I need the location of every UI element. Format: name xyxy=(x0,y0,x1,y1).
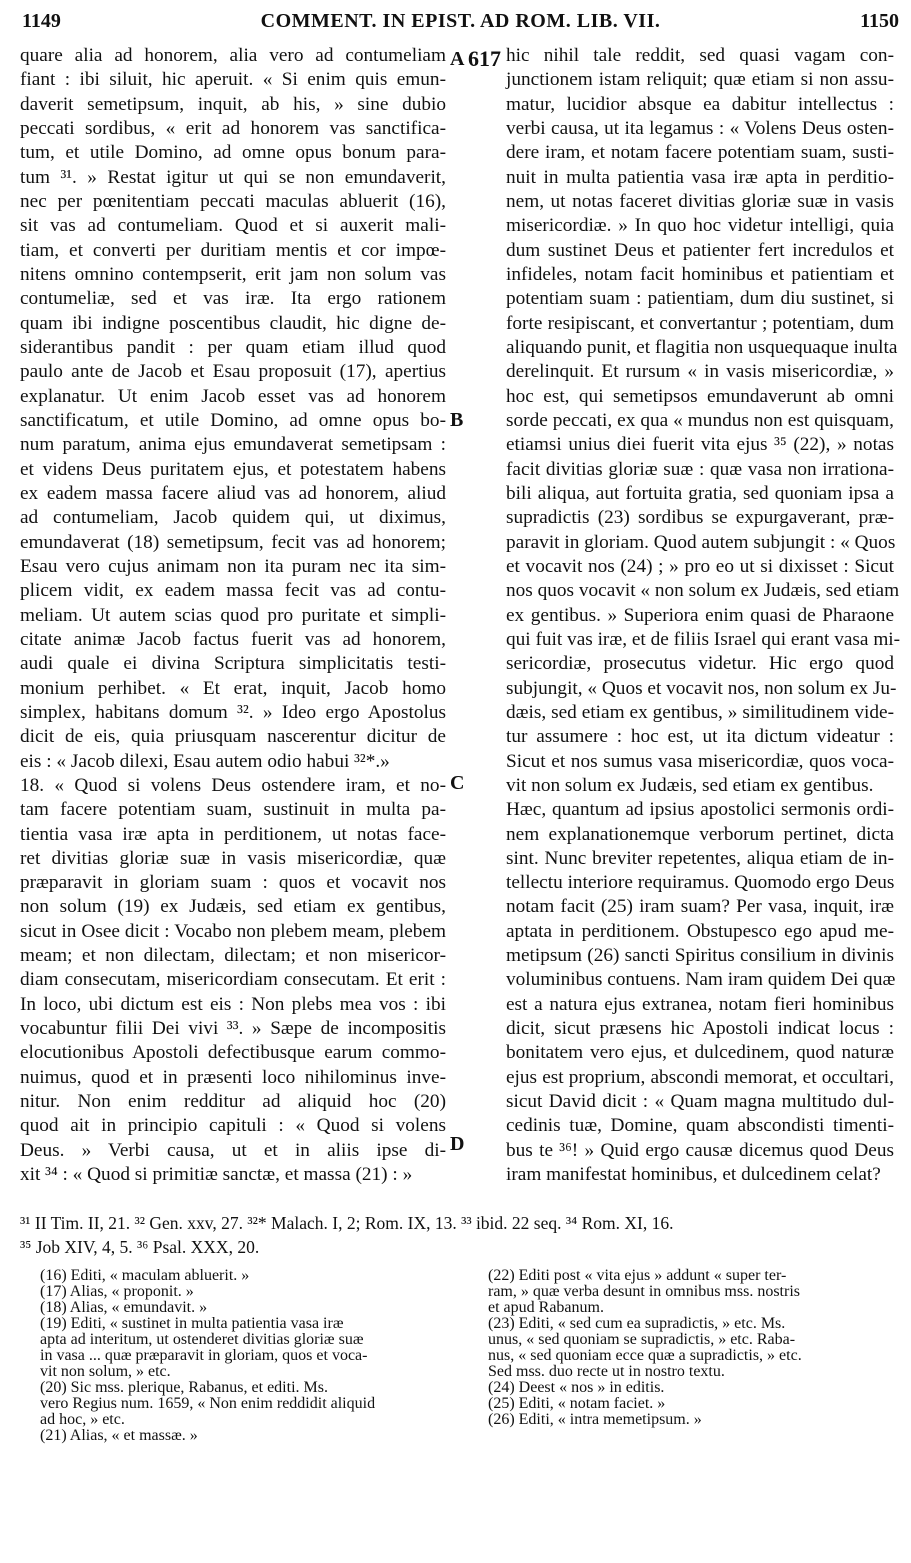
text-line: vocabuntur filii Dei vivi ³³. » Sæpe de incompositis xyxy=(20,1018,446,1040)
scripture-reference-line: ³⁵ Job XIV, 4, 5. ³⁶ Psal. XXX, 20. xyxy=(20,1237,260,1258)
text-line: hic nihil tale reddit, sed quasi vagam con- xyxy=(506,45,894,66)
text-line: sint. Nunc breviter repetentes, aliqua etiam de in- xyxy=(506,847,894,869)
text-line: forte resipiscant, et convertantur ; potentiam, dum xyxy=(506,312,894,334)
text-line: ad contumeliam, Jacob quidem qui, ut diximus, xyxy=(20,507,446,529)
text-line: qui fuit vas iræ, et de filiis Israel qui erant vasa mi- xyxy=(506,628,901,650)
text-line: etiamsi unius diei fuerit vita ejus ³⁵ (22), » notas xyxy=(506,434,894,456)
text-line: dere iram, et notam facere potentiam suam, susti- xyxy=(506,142,894,164)
text-line: non solum (19) ex Judæis, sed etiam ex gentibus, xyxy=(20,896,446,918)
text-line: In loco, ubi dictum est eis : Non plebs mea vos : ibi xyxy=(20,993,446,1015)
text-line: aptata in perditionem. Obstupesco ego apud me- xyxy=(506,920,894,942)
text-line: nuimus, quod et in præsenti loco nihilominus inve- xyxy=(20,1066,446,1088)
text-line: plicem vidit, ex eadem massa fecit vas ad contu- xyxy=(20,580,446,602)
text-line: ex eadem massa facere aliud vas ad honorem, aliud xyxy=(20,482,446,504)
footnote-line: ad hoc, » etc. xyxy=(40,1411,125,1428)
footnote-line: (20) Sic mss. plerique, Rabanus, et editi. Ms. xyxy=(40,1379,328,1396)
text-line: xit ³⁴ : « Quod si primitiæ sanctæ, et massa (21) : » xyxy=(20,1164,413,1186)
text-line: iram manifestat hominibus, et dulcedinem celat? xyxy=(506,1164,881,1186)
text-line: Hæc, quantum ad ipsius apostolici sermonis ordi- xyxy=(506,799,894,821)
text-line: ejus est proprium, abscondi memorat, et occultari, xyxy=(506,1066,894,1088)
text-line: 18. « Quod si volens Deus ostendere iram, et no- xyxy=(20,774,446,796)
text-line: bus te ³⁶! » Quid ergo causæ dicemus quod Deus xyxy=(506,1139,894,1161)
text-line: sicut in Osee dicit : Vocabo non plebem meam, plebem xyxy=(20,920,446,942)
text-line: cedinis tuæ, Domine, quam abscondisti timenti- xyxy=(506,1115,894,1137)
text-line: bili aliqua, aut fortuita gratia, sed quoniam ipsa a xyxy=(506,482,894,504)
text-line: meam; et non dilectam, dilectam; et non misericor- xyxy=(20,945,446,967)
footnote-line: (21) Alias, « et massæ. » xyxy=(40,1427,198,1444)
footnote-line: apta ad interitum, ut ostenderet divitias gloriæ suæ xyxy=(40,1331,364,1348)
margin-marker-b: B xyxy=(450,409,464,431)
footnote-line: vero Regius num. 1659, « Non enim reddidit aliquid xyxy=(40,1395,376,1412)
text-line: explanatur. Ut enim Jacob esset vas ad honorem xyxy=(20,385,446,407)
footnote-line: (16) Editi, « maculam abluerit. » xyxy=(40,1267,250,1284)
text-line: verbi causa, ut ita legamus : « Volens Deus osten- xyxy=(506,117,894,139)
text-line: sanctificatum, et utile Domino, ad omne opus bo- xyxy=(20,409,446,431)
footnotes-right xyxy=(488,1268,896,1428)
text-line: misericordiæ. » In quo hoc videtur intelligi, quia xyxy=(506,215,894,237)
text-line: Deus. » Verbi causa, ut et in aliis ipse di- xyxy=(20,1139,446,1161)
text-line: tam facere potentiam suam, sustinuit in multa pa- xyxy=(20,799,446,821)
margin-marker-d: D xyxy=(450,1133,465,1155)
text-line: contumeliæ, sed et vas iræ. Ita ergo rationem xyxy=(20,288,446,310)
right-text-column xyxy=(470,44,901,1187)
text-line: matur, lucidior absque ea dabitur intellectus : xyxy=(506,93,894,115)
scripture-references xyxy=(20,1212,895,1261)
text-line: tum, et utile Domino, ad omne opus bonum para- xyxy=(20,142,446,164)
footnote-line: (24) Deest « nos » in editis. xyxy=(488,1379,665,1396)
text-line: potentiam suam : patientiam, dum diu sustinet, si xyxy=(506,288,894,310)
footnote-line: unus, « sed quoniam se supradictis, » etc. Raba- xyxy=(488,1331,796,1348)
text-line: tellectu interiore requiramus. Quomodo ergo Deus xyxy=(506,872,895,894)
text-line: derelinquit. Et rursum « in vasis misericordiæ, » xyxy=(506,361,894,383)
running-title: COMMENT. IN EPIST. AD ROM. LIB. VII. xyxy=(260,10,661,32)
text-line: dum sustinet Deus et patienter fert incredulos et xyxy=(506,239,894,261)
footnote-line: (17) Alias, « proponit. » xyxy=(40,1283,194,1300)
text-line: et vocavit nos (24) ; » pro eo ut si dixisset : Sicut xyxy=(506,555,894,577)
text-line: quare alia ad honorem, alia vero ad contumeliam xyxy=(20,45,446,66)
text-line: fiant : ibi siluit, hic aperuit. « Si enim quis emun- xyxy=(20,69,446,91)
text-line: bonitatem vero ejus, et dulcedinem, quod naturæ xyxy=(506,1042,894,1064)
text-line: num paratum, anima ejus emundaverat semetipsam : xyxy=(20,434,446,456)
margin-marker-c: C xyxy=(450,772,465,794)
footnote-line: ram, » quæ verba desunt in omnibus mss. nostris xyxy=(488,1283,800,1300)
text-line: audi quale ei divina Scriptura simplicitatis testi- xyxy=(20,653,446,675)
text-line: nem, ut notas faceret divitias gloriæ suæ in vasis xyxy=(506,190,894,212)
text-line: nuit in multa patientia vasa iræ apta in perditio- xyxy=(506,166,894,188)
text-line: paulo ante de Jacob et Esau proposuit (17), apertius xyxy=(20,361,446,383)
footnote-line: (19) Editi, « sustinet in multa patientia vasa iræ xyxy=(40,1315,344,1332)
footnote-line: (22) Editi post « vita ejus » addunt « super ter- xyxy=(488,1267,787,1284)
text-line: dicit de eis, quia priusquam nascerentur dicitur de xyxy=(20,726,446,748)
page-header xyxy=(22,6,899,38)
footnote-line: (23) Editi, « sed cum ea supradictis, » etc. Ms. xyxy=(488,1315,786,1332)
text-line: ret divitias gloriæ suæ in vasis misericordiæ, quæ xyxy=(20,847,446,869)
text-line: nitens omnino contempserit, erit jam non solum vas xyxy=(20,263,446,285)
footnotes-left xyxy=(40,1268,450,1444)
text-line: hoc est, qui semetipsos emundaverunt ab omni xyxy=(506,385,894,407)
text-line: peccati sordibus, « erit ad honorem vas sanctifica- xyxy=(20,117,446,139)
text-line: et videns Deus puritatem ejus, et potestatem habens xyxy=(20,458,446,480)
footnote-line: (18) Alias, « emundavit. » xyxy=(40,1299,208,1316)
footnote-line: (26) Editi, « intra memetipsum. » xyxy=(488,1411,702,1428)
text-line: dæis, sed etiam ex gentibus, » similitudinem vide- xyxy=(506,701,894,723)
text-line: subjungit, « Quos et vocavit nos, non solum ex Ju- xyxy=(506,677,897,699)
text-line: notam facit (25) iram suam? Per vasa, inquit, iræ xyxy=(506,896,894,918)
text-line: Sicut et nos sumus vasa misericordiæ, quos voca- xyxy=(506,750,894,772)
left-text-column xyxy=(20,44,446,1187)
text-line: Esau vero cujus animam non ita puram nec ita sim- xyxy=(20,555,446,577)
text-line: citate animæ Jacob factus fuerit vas ad honorem, xyxy=(20,628,446,650)
footnote-line: nus, « sed quoniam ecce quæ a supradictis, » etc. xyxy=(488,1347,802,1364)
text-line: tum ³¹. » Restat igitur ut qui se non emundaverit, xyxy=(20,166,446,188)
text-line: sit vas ad contumeliam. Quod et si auxerit mali- xyxy=(20,215,446,237)
text-line: diam consecutam, misericordiam consecutam. Et erit : xyxy=(20,969,446,991)
text-line: daverit semetipsum, inquit, ab his, » sine dubio xyxy=(20,93,446,115)
text-line: aliquando punit, et flagitia non usquequaque inulta xyxy=(506,336,898,358)
text-line: emundaverat (18) semetipsum, fecit vas ad honorem; xyxy=(20,531,446,553)
text-line: ex gentibus. » Superiora enim quasi de Pharaone xyxy=(506,604,894,626)
text-line: tientia vasa iræ apta in perditionem, ut notas face- xyxy=(20,823,446,845)
text-line: junctionem istam reliquit; quæ etiam si non assu- xyxy=(506,69,894,91)
footnote-line: Sed mss. duo recte ut in nostro textu. xyxy=(488,1363,725,1380)
text-line: vit non solum ex Judæis, sed etiam ex gentibus. xyxy=(506,774,874,796)
text-line: sericordiæ, prosecutus videtur. Hic ergo quod xyxy=(506,653,894,675)
text-line: paravit in gloriam. Quod autem subjungit : « Quos xyxy=(506,531,896,553)
text-line: nem explanationemque verborum pertinet, dicta xyxy=(506,823,894,845)
footnote-line: vit non solum, » etc. xyxy=(40,1363,171,1380)
footnote-line: in vasa ... quæ præparavit in gloriam, quos et voca- xyxy=(40,1347,368,1364)
text-line: simplex, habitans domum ³². » Ideo ergo Apostolus xyxy=(20,701,446,723)
text-line: dicit, sicut præsens hic Apostoli indicat locus : xyxy=(506,1018,894,1040)
text-line: meliam. Ut autem scias quod pro puritate et simpli- xyxy=(20,604,446,626)
scripture-reference-line: ³¹ II Tim. II, 21. ³² Gen. xxv, 27. ³²* Malach. I, 2; Rom. IX, 13. ³³ ibid. 22 seq. ³⁴ Rom. XI, 16. xyxy=(20,1213,674,1233)
page-number-left: 1149 xyxy=(22,10,61,32)
text-line: sorde peccati, ex qua « mundus non est quisquam, xyxy=(506,409,894,431)
text-line: facit divitias gloriæ suæ : quæ vasa non irrationa- xyxy=(506,458,894,480)
text-line: monium perhibet. « Et erat, inquit, Jacob homo xyxy=(20,677,446,699)
page-number-right: 1150 xyxy=(860,10,899,32)
text-line: nitur. Non enim redditur ad aliquid hoc (20) xyxy=(20,1091,446,1113)
footnote-line: (25) Editi, « notam faciet. » xyxy=(488,1395,666,1412)
text-line: tiam, et converti per duritiam mentis et cor impœ- xyxy=(20,239,446,261)
text-line: tur assumere : hoc est, ut ita dictum videatur : xyxy=(506,726,894,748)
footnote-line: et apud Rabanum. xyxy=(488,1299,604,1316)
text-line: præparavit in gloriam suam : quos et vocavit nos xyxy=(20,872,446,894)
text-line: siderantibus pandit : per quam etiam illud quod xyxy=(20,336,446,358)
text-line: elocutionibus Apostoli defectibusque earum commo- xyxy=(20,1042,446,1064)
text-line: nec per pœnitentiam peccati maculas abluerit (16), xyxy=(20,190,446,212)
text-line: eis : « Jacob dilexi, Esau autem odio habui ³²*.» xyxy=(20,750,390,772)
text-line: nos quos vocavit « non solum ex Judæis, sed etiam xyxy=(506,580,900,602)
text-line: metipsum (26) sancti Spiritus consilium in divinis xyxy=(506,945,894,967)
text-line: est a natura ejus extranea, notam fieri hominibus xyxy=(506,993,894,1015)
text-line: voluminibus contuens. Nam iram quidem Dei quæ xyxy=(506,969,896,991)
text-line: quod ait in principio capituli : « Quod si volens xyxy=(20,1115,446,1137)
column-number: 617 xyxy=(468,46,501,71)
text-line: quam ibi indigne poscentibus claudit, hic digne de- xyxy=(20,312,446,334)
text-line: supradictis (23) sordibus se expurgaverant, præ- xyxy=(506,507,894,529)
text-line: sicut David dicit : « Quam magna multitudo dul- xyxy=(506,1091,894,1113)
margin-marker-a: A xyxy=(450,48,465,70)
text-line: infideles, notam facit hominibus et patientiam et xyxy=(506,263,894,285)
